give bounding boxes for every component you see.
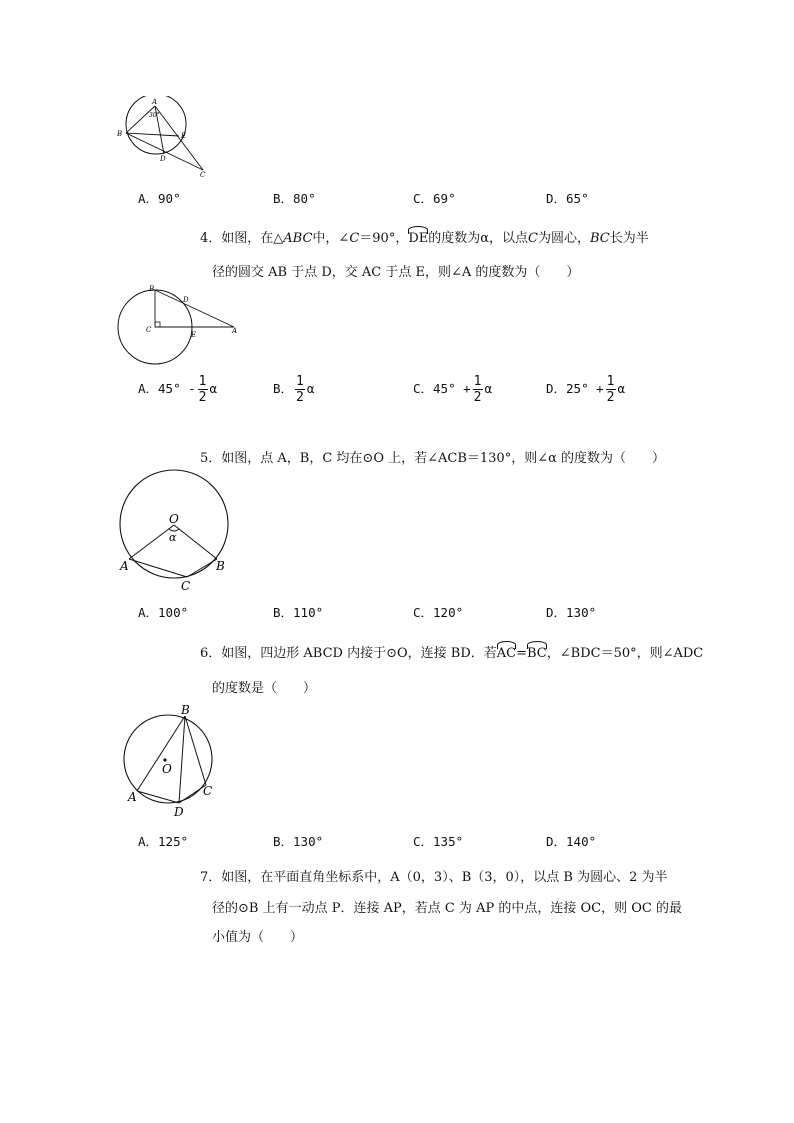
fig5-line-ac	[129, 559, 187, 577]
fig3-label-angle: 30°	[149, 112, 160, 119]
fig5-label-c: C	[181, 579, 191, 593]
fig3-label-d: D	[160, 155, 166, 163]
q3-option-a[interactable]: A．90°	[138, 191, 181, 206]
q6-equals: =	[516, 646, 527, 661]
q6-line-1	[200, 642, 703, 661]
fig6-label-a: A	[128, 790, 137, 804]
fraction-numerator: 1	[473, 374, 482, 389]
fig6-line-dc	[179, 785, 206, 803]
q6-text-a: 6．如图，四边形 ABCD 内接于⊙O，连接 BD．若	[200, 646, 497, 661]
figure-q4	[114, 282, 254, 368]
fig4-label-c: C	[146, 326, 152, 334]
q4-option-d[interactable]	[546, 374, 625, 405]
q6-option-b[interactable]: B．130°	[273, 834, 324, 849]
q4-line-2: 径的圆交 AB 于点 D，交 AC 于点 E，则∠A 的度数为（ ）	[212, 265, 580, 280]
q5-option-b[interactable]: B．110°	[273, 605, 324, 620]
fig5-label-o: O	[169, 512, 179, 526]
fig3-label-e: E	[181, 132, 187, 140]
fig6-label-c: C	[203, 784, 213, 798]
fraction-numerator: 1	[198, 374, 207, 389]
q4-option-c-alpha: α	[484, 381, 493, 396]
q6-arc-bc: BC	[527, 646, 547, 661]
q4-option-c-fraction	[473, 374, 483, 405]
fraction-denominator: 2	[296, 390, 304, 405]
q7-line-1: 7．如图，在平面直角坐标系中，A（0，3）、B（3，0），以点 B 为圆心、2 为半	[200, 870, 668, 885]
fig5-label-alpha: α	[169, 531, 177, 544]
fig3-line-bc	[126, 133, 203, 170]
q4-option-b-prefix: B．	[273, 381, 294, 396]
fig3-label-c: C	[200, 171, 206, 179]
q4-text-b: 中，∠	[312, 231, 350, 246]
q4-option-d-sign: +	[596, 381, 604, 396]
q4-option-c[interactable]	[413, 374, 492, 405]
q5-option-a[interactable]: A．100°	[138, 605, 189, 620]
fraction-denominator: 2	[606, 390, 615, 405]
fig4-label-a: A	[232, 327, 238, 335]
fig4-line-ba	[155, 290, 234, 327]
q4-option-a-fraction	[198, 374, 208, 405]
fig6-label-o: O	[162, 762, 172, 776]
q4-option-b[interactable]	[273, 374, 314, 405]
fig4-label-e: E	[191, 331, 197, 339]
q5-option-c[interactable]: C．120°	[413, 605, 464, 620]
q4-abc: ABC	[283, 231, 313, 246]
q3-option-b[interactable]: B．80°	[273, 191, 316, 206]
q4-option-a-alpha: α	[209, 381, 218, 396]
figure-q6	[118, 703, 224, 823]
q4-text-e: 的度数为α，以点	[428, 231, 529, 246]
q4-text-g: 长为半	[609, 231, 649, 246]
q4-option-b-alpha: α	[306, 381, 315, 396]
fig3-line-be	[126, 133, 179, 136]
q4-option-d-prefix: D．25°	[546, 381, 589, 396]
fraction-denominator: 2	[473, 390, 482, 405]
figure-q3	[112, 96, 212, 180]
fig6-label-b: B	[181, 703, 190, 717]
q4-option-b-fraction	[295, 374, 305, 405]
q4-c: C	[349, 231, 360, 246]
fig6-label-d: D	[174, 805, 184, 819]
q4-c2: C	[528, 231, 538, 246]
q5-line: 5．如图，点 A，B，C 均在⊙O 上，若∠ACB＝130°，则∠α 的度数为（ ）	[200, 451, 666, 466]
fig6-line-ab	[137, 716, 185, 791]
q4-option-c-sign: +	[463, 381, 471, 396]
q4-text-a: 4．如图，在△	[200, 231, 284, 246]
q4-option-a[interactable]	[138, 374, 217, 405]
fig6-line-bc	[185, 716, 206, 785]
q4-bc: BC	[590, 231, 610, 246]
q4-option-d-fraction	[606, 374, 616, 405]
fig6-line-bd	[179, 716, 185, 803]
fraction-numerator: 1	[296, 374, 304, 389]
fig3-line-ab	[126, 106, 155, 133]
q6-option-d[interactable]: D．140°	[546, 834, 597, 849]
figure-q5	[114, 466, 240, 594]
fraction-denominator: 2	[198, 390, 207, 405]
fig6-line-ad	[137, 791, 179, 803]
q6-line-2: 的度数是（ ）	[212, 681, 317, 696]
fig5-label-a: A	[120, 559, 129, 573]
q6-option-a[interactable]: A．125°	[138, 834, 189, 849]
q4-option-d-alpha: α	[617, 381, 626, 396]
fig3-label-a: A	[152, 98, 158, 106]
q3-option-c[interactable]: C．69°	[413, 191, 456, 206]
q6-text-b: ，∠BDC＝50°，则∠ADC	[546, 646, 704, 661]
q4-text-f: 为圆心，	[537, 231, 590, 246]
fig5-line-cb	[187, 559, 217, 577]
fig4-label-d: D	[183, 296, 189, 304]
q7-line-2: 径的⊙B 上有一动点 P．连接 AP，若点 C 为 AP 的中点，连接 OC，则 OC 的最	[212, 901, 682, 916]
fig5-label-b: B	[216, 559, 225, 573]
q4-option-a-prefix: A．45°	[138, 381, 181, 396]
q4-option-c-prefix: C．45°	[413, 381, 456, 396]
q4-line-1	[200, 227, 649, 246]
fig4-label-b: B	[149, 285, 155, 293]
fig5-line-ob	[174, 525, 217, 559]
q4-option-a-sign: -	[188, 381, 196, 396]
q4-text-d: ＝90°，	[359, 231, 409, 246]
q7-line-3: 小值为（ ）	[212, 930, 304, 945]
fig3-label-b: B	[117, 130, 123, 138]
q3-option-d[interactable]: D．65°	[546, 191, 589, 206]
q6-arc-ac: AC	[496, 646, 517, 661]
q4-arc-de: DE	[408, 231, 429, 246]
q6-option-c[interactable]: C．135°	[413, 834, 464, 849]
fraction-numerator: 1	[606, 374, 615, 389]
q5-option-d[interactable]: D．130°	[546, 605, 597, 620]
fig4-right-angle	[155, 322, 160, 327]
fig5-line-oa	[129, 525, 174, 559]
